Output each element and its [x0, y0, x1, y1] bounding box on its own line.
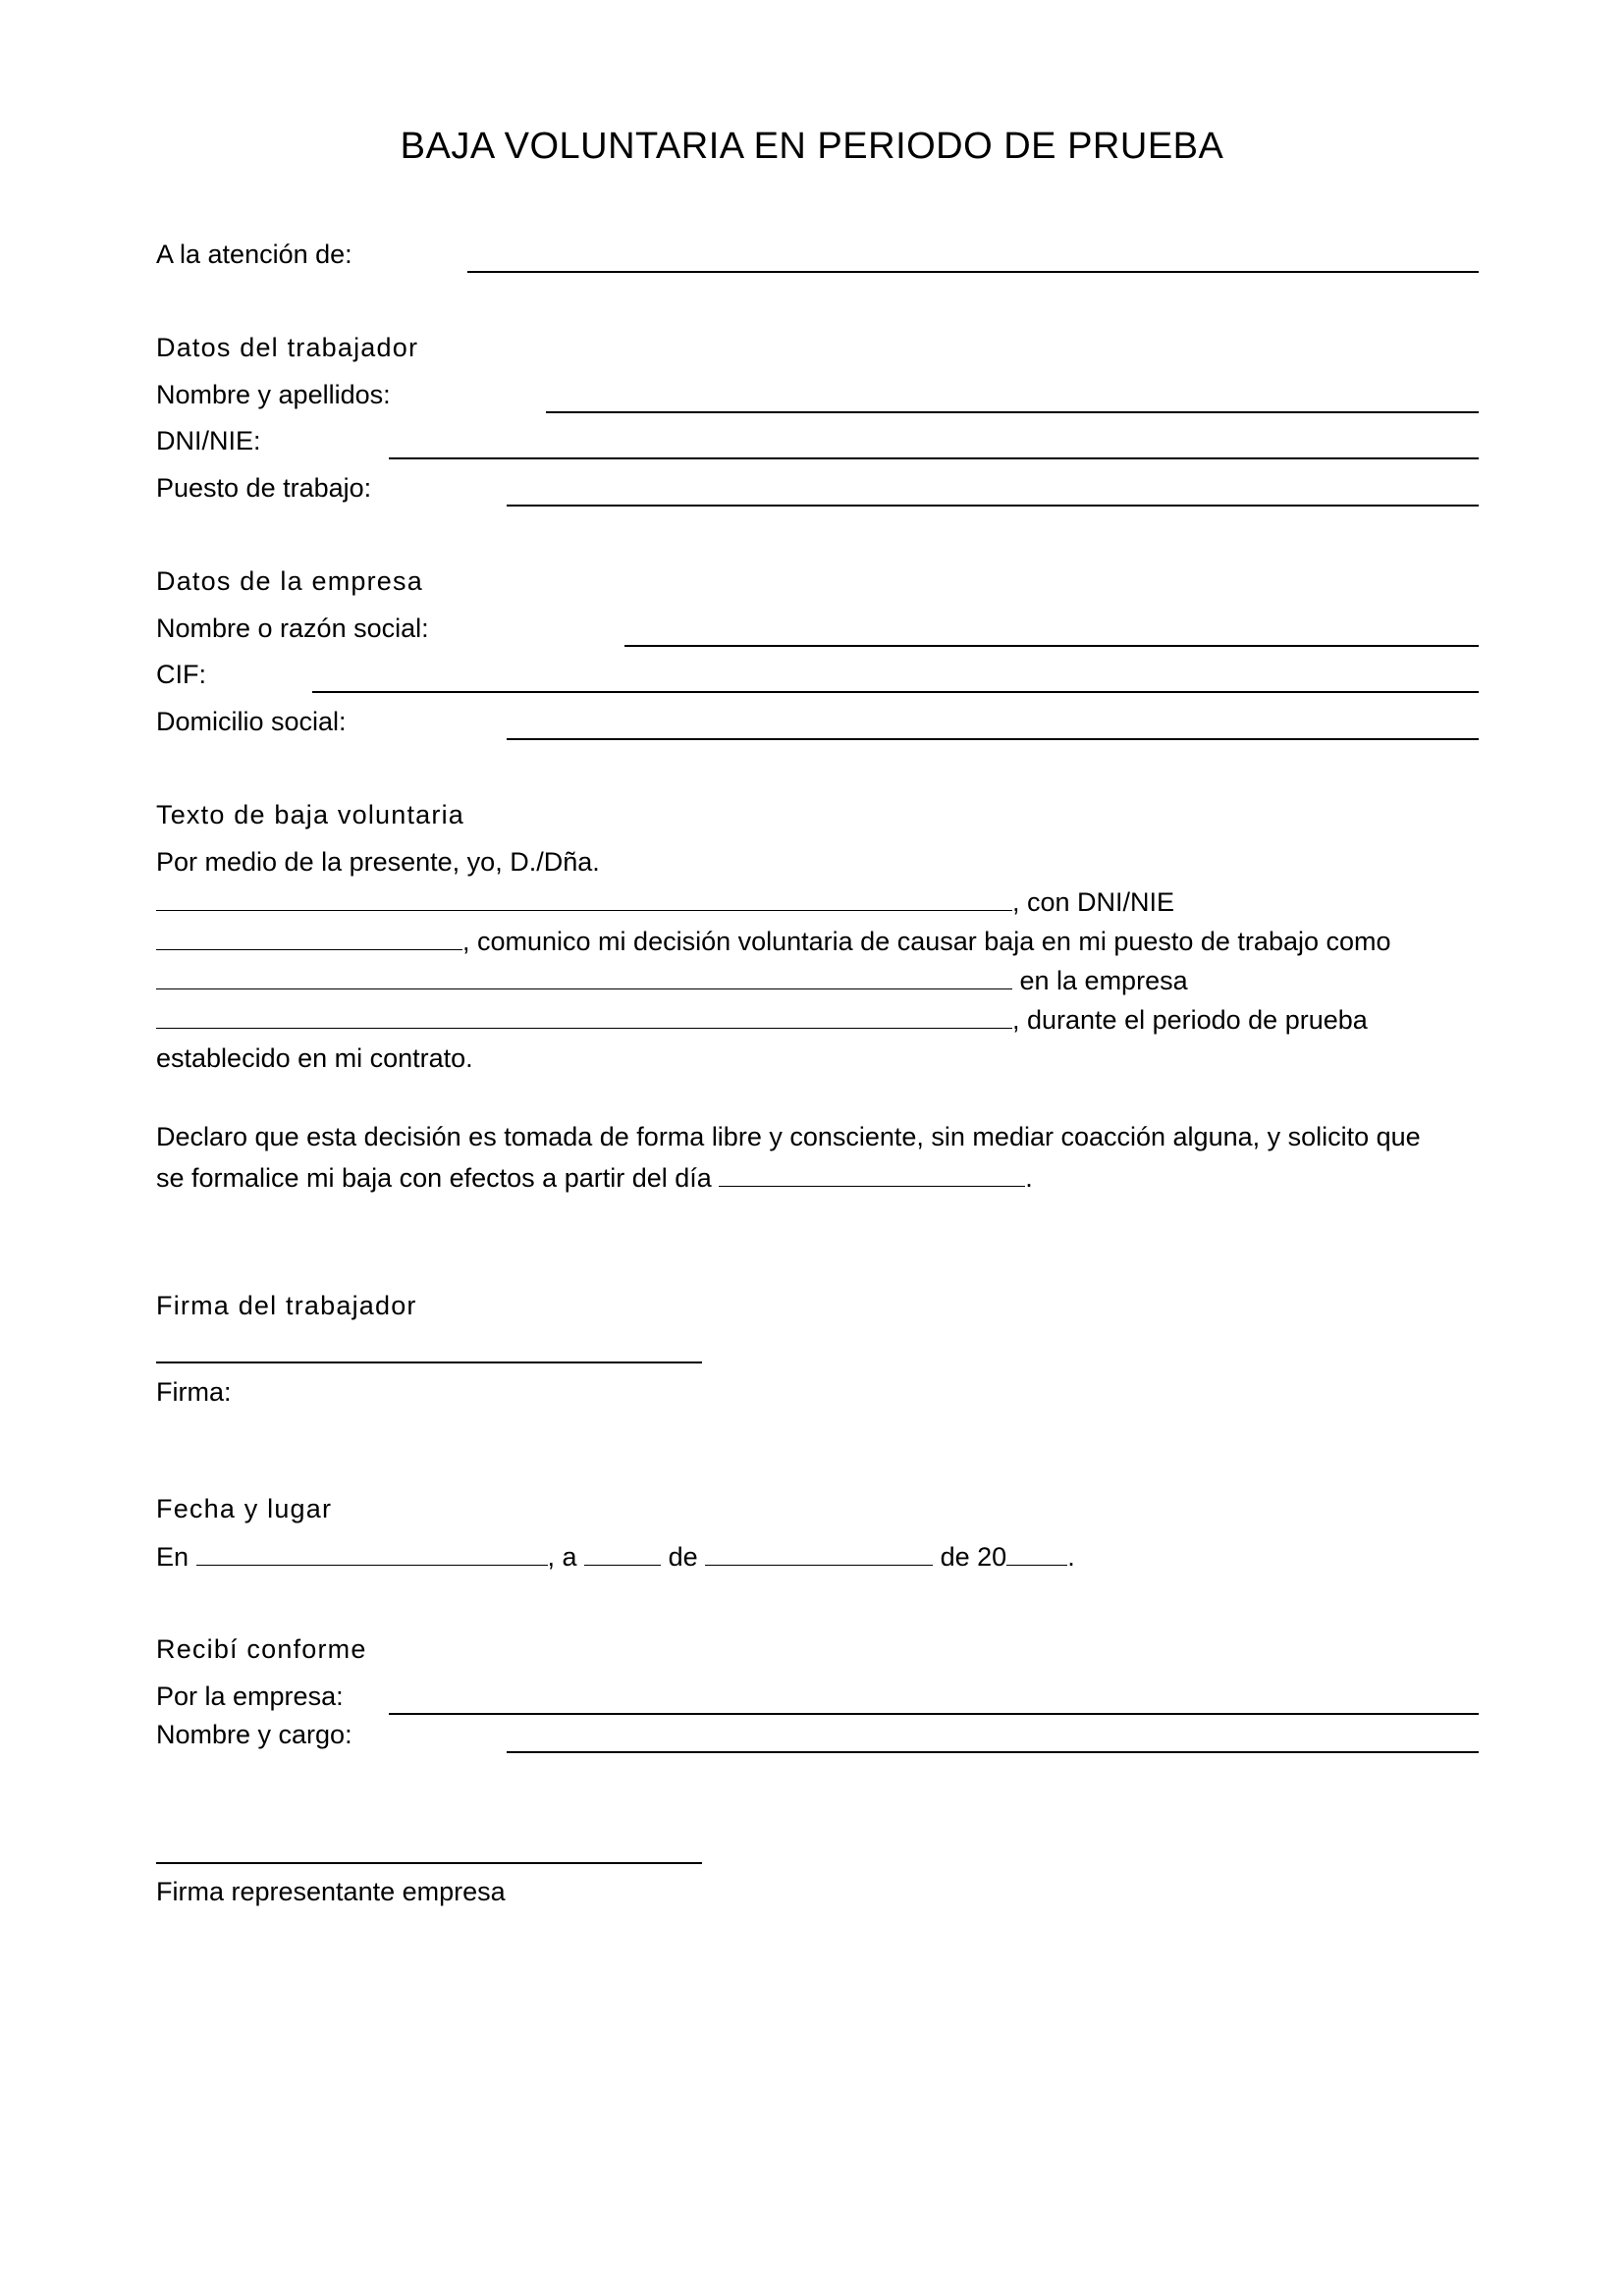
- razon-social-line[interactable]: [624, 645, 1479, 647]
- cif-line[interactable]: [312, 691, 1479, 693]
- texto-heading: Texto de baja voluntaria: [156, 800, 464, 829]
- domicilio-label: Domicilio social:: [156, 707, 347, 736]
- firma-trabajador-line[interactable]: [156, 1362, 702, 1363]
- texto-line-3: , comunico mi decisión voluntaria de causar baja en mi puesto de trabajo como: [156, 928, 1391, 955]
- lugar-blank[interactable]: [196, 1543, 548, 1566]
- domicilio-line[interactable]: [507, 738, 1479, 740]
- por-empresa-label: Por la empresa:: [156, 1682, 344, 1711]
- firma-representante-line[interactable]: [156, 1862, 702, 1864]
- atencion-line[interactable]: [467, 271, 1479, 273]
- declaracion-line-2: se formalice mi baja con efectos a partir del día .: [156, 1163, 1033, 1193]
- nombre-blank[interactable]: [156, 888, 1012, 911]
- anio-blank[interactable]: [1006, 1543, 1067, 1566]
- nombre-apellidos-label: Nombre y apellidos:: [156, 380, 391, 409]
- nombre-apellidos-line[interactable]: [546, 411, 1479, 413]
- razon-social-label: Nombre o razón social:: [156, 614, 429, 643]
- dni-line[interactable]: [389, 457, 1479, 459]
- fecha-line: En , a de de 20 .: [156, 1542, 1075, 1572]
- por-empresa-line[interactable]: [389, 1713, 1479, 1715]
- cif-label: CIF:: [156, 660, 206, 689]
- nombre-cargo-label: Nombre y cargo:: [156, 1720, 352, 1749]
- empresa-heading: Datos de la empresa: [156, 566, 423, 596]
- declaracion-line-1: Declaro que esta decisión es tomada de forma libre y consciente, sin mediar coacción alguna, y solicito que: [156, 1122, 1421, 1151]
- firma-trabajador-heading: Firma del trabajador: [156, 1291, 417, 1320]
- firma-representante-label: Firma representante empresa: [156, 1877, 506, 1906]
- texto-line-1: Por medio de la presente, yo, D./Dña.: [156, 847, 600, 877]
- texto-line-4: en la empresa: [156, 967, 1188, 994]
- recibi-heading: Recibí conforme: [156, 1634, 367, 1664]
- trabajador-heading: Datos del trabajador: [156, 333, 419, 362]
- puesto-blank[interactable]: [156, 967, 1012, 989]
- fecha-heading: Fecha y lugar: [156, 1494, 333, 1523]
- dni-label: DNI/NIE:: [156, 426, 261, 455]
- texto-line-5: , durante el periodo de prueba: [156, 1006, 1368, 1034]
- puesto-line[interactable]: [507, 505, 1479, 507]
- nombre-cargo-line[interactable]: [507, 1751, 1479, 1753]
- dia-blank[interactable]: [584, 1543, 661, 1566]
- mes-blank[interactable]: [705, 1543, 933, 1566]
- texto-line-2: , con DNI/NIE: [156, 888, 1174, 916]
- empresa-blank[interactable]: [156, 1006, 1012, 1029]
- dni-blank[interactable]: [156, 928, 462, 950]
- atencion-label: A la atención de:: [156, 240, 352, 269]
- firma-label: Firma:: [156, 1377, 232, 1407]
- fecha-efectos-blank[interactable]: [719, 1164, 1025, 1187]
- puesto-label: Puesto de trabajo:: [156, 473, 372, 503]
- texto-line-6: establecido en mi contrato.: [156, 1043, 473, 1073]
- page-title: BAJA VOLUNTARIA EN PERIODO DE PRUEBA: [400, 126, 1224, 167]
